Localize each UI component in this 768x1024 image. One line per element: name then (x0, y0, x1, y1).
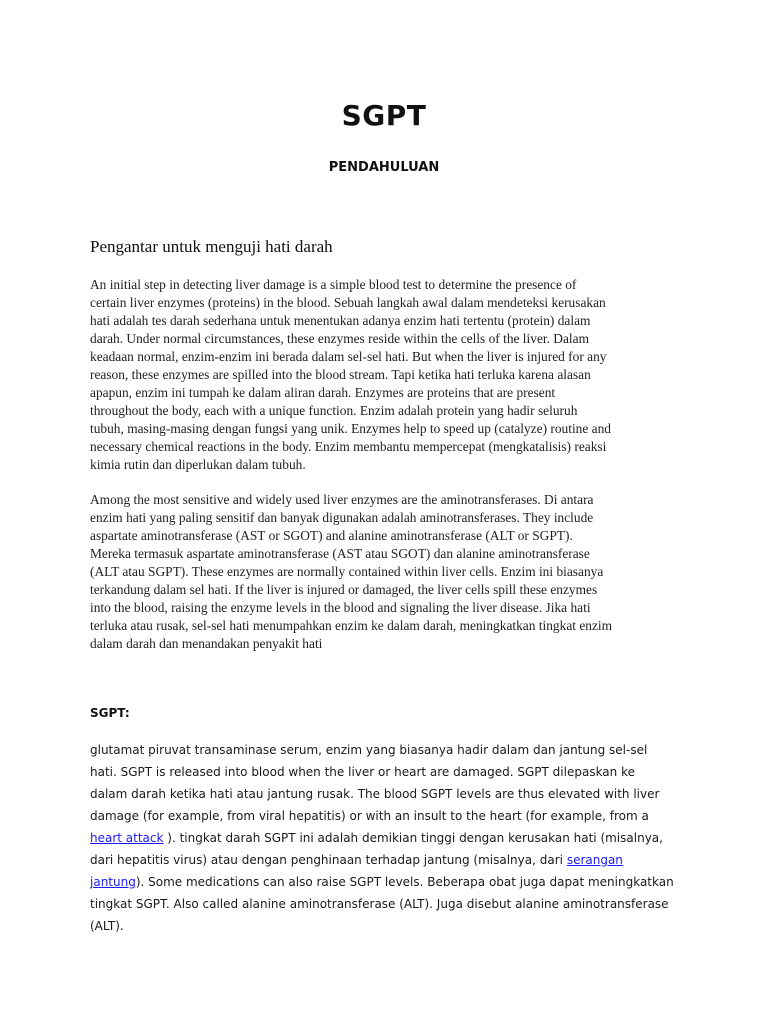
paragraph-line: tubuh, masing-masing dengan fungsi yang unik. Enzymes help to speed up (catalyze) routine and (90, 421, 611, 436)
paragraph-line (90, 871, 690, 893)
heart-attack-link[interactable]: heart attack (90, 831, 164, 845)
paragraph-line: hati adalah tes darah sederhana untuk menentukan adanya enzim hati tertentu (protein) dalam (90, 313, 591, 328)
paragraph-line: necessary chemical reactions in the body. Enzim membantu mempercepat (mengkatalisis) reaksi (90, 439, 607, 454)
paragraph-line: darah. Under normal circumstances, these enzymes reside within the cells of the liver. Dalam (90, 331, 589, 346)
paragraph-line (90, 827, 690, 849)
paragraph-line: Among the most sensitive and widely used liver enzymes are the aminotransferases. Di antara (90, 492, 594, 507)
paragraph-line: dalam darah ketika hati atau jantung rusak. The blood SGPT levels are thus elevated with liver (90, 787, 660, 801)
paragraph-line: aspartate aminotransferase (AST or SGOT) and alanine aminotransferase (ALT or SGPT). (90, 528, 573, 543)
paragraph-line: Mereka termasuk aspartate aminotransferase (AST atau SGOT) dan alanine aminotransferase (90, 546, 590, 561)
paragraph-text: ). Some medications can also raise SGPT levels. Beberapa obat juga dapat meningkatkan (135, 875, 674, 889)
paragraph-sgpt-definition (90, 739, 690, 937)
paragraph-line: reason, these enzymes are spilled into the blood stream. Tapi ketika hati terluka karena alasan (90, 367, 591, 382)
paragraph-line: terkandung dalam sel hati. If the liver is injured or damaged, the liver cells spill these enzymes (90, 582, 598, 597)
section-heading-intro: Pengantar untuk menguji hati darah (90, 237, 333, 256)
paragraph-line: keadaan normal, enzim-enzim ini berada dalam sel-sel hati. But when the liver is injured for any (90, 349, 607, 364)
paragraph-aminotransferases (90, 491, 690, 653)
paragraph-line: into the blood, raising the enzyme levels in the blood and signaling the liver disease. Jika hati (90, 600, 591, 615)
paragraph-line: apapun, enzim ini tumpah ke dalam aliran darah. Enzymes are proteins that are present (90, 385, 556, 400)
paragraph-line: throughout the body, each with a unique function. Enzim adalah protein yang hadir seluruh (90, 403, 578, 418)
paragraph-line: certain liver enzymes (proteins) in the blood. Sebuah langkah awal dalam mendeteksi kerusakan (90, 295, 606, 310)
paragraph-line: An initial step in detecting liver damage is a simple blood test to determine the presence of (90, 277, 577, 292)
paragraph-liver-enzymes (90, 276, 690, 474)
paragraph-line: terluka atau rusak, sel-sel hati menumpahkan enzim ke dalam darah, meningkatkan tingkat enzim (90, 618, 613, 633)
paragraph-line: (ALT atau SGPT). These enzymes are normally contained within liver cells. Enzim ini biasanya (90, 564, 604, 579)
paragraph-line (90, 849, 690, 871)
paragraph-line: glutamat piruvat transaminase serum, enzim yang biasanya hadir dalam dan jantung sel-sel (90, 743, 648, 757)
document-subtitle: PENDAHULUAN (328, 160, 440, 175)
paragraph-line: enzim hati yang paling sensitif dan banyak digunakan adalah aminotransferases. They include (90, 510, 594, 525)
section-heading-sgpt: SGPT: (90, 706, 130, 720)
paragraph-line: (ALT). (90, 919, 124, 933)
paragraph-line: tingkat SGPT. Also called alanine aminotransferase (ALT). Juga disebut alanine aminotransferase (90, 897, 669, 911)
serangan-jantung-link[interactable]: serangan (566, 853, 623, 867)
serangan-jantung-link-continued[interactable]: jantung (90, 875, 136, 889)
document-title: SGPT (341, 99, 427, 132)
paragraph-line: damage (for example, from viral hepatitis) or with an insult to the heart (for example, from a (90, 809, 649, 823)
paragraph-text: dari hepatitis virus) atau dengan penghinaan terhadap jantung (misalnya, dari (90, 853, 567, 867)
paragraph-line: kimia rutin dan diperlukan dalam tubuh. (90, 457, 306, 472)
paragraph-line: dalam darah dan menandakan penyakit hati (90, 636, 323, 651)
paragraph-line: hati. SGPT is released into blood when the liver or heart are damaged. SGPT dilepaskan ke (90, 765, 635, 779)
paragraph-text: ). tingkat darah SGPT ini adalah demikian tinggi dengan kerusakan hati (misalnya, (163, 831, 663, 845)
